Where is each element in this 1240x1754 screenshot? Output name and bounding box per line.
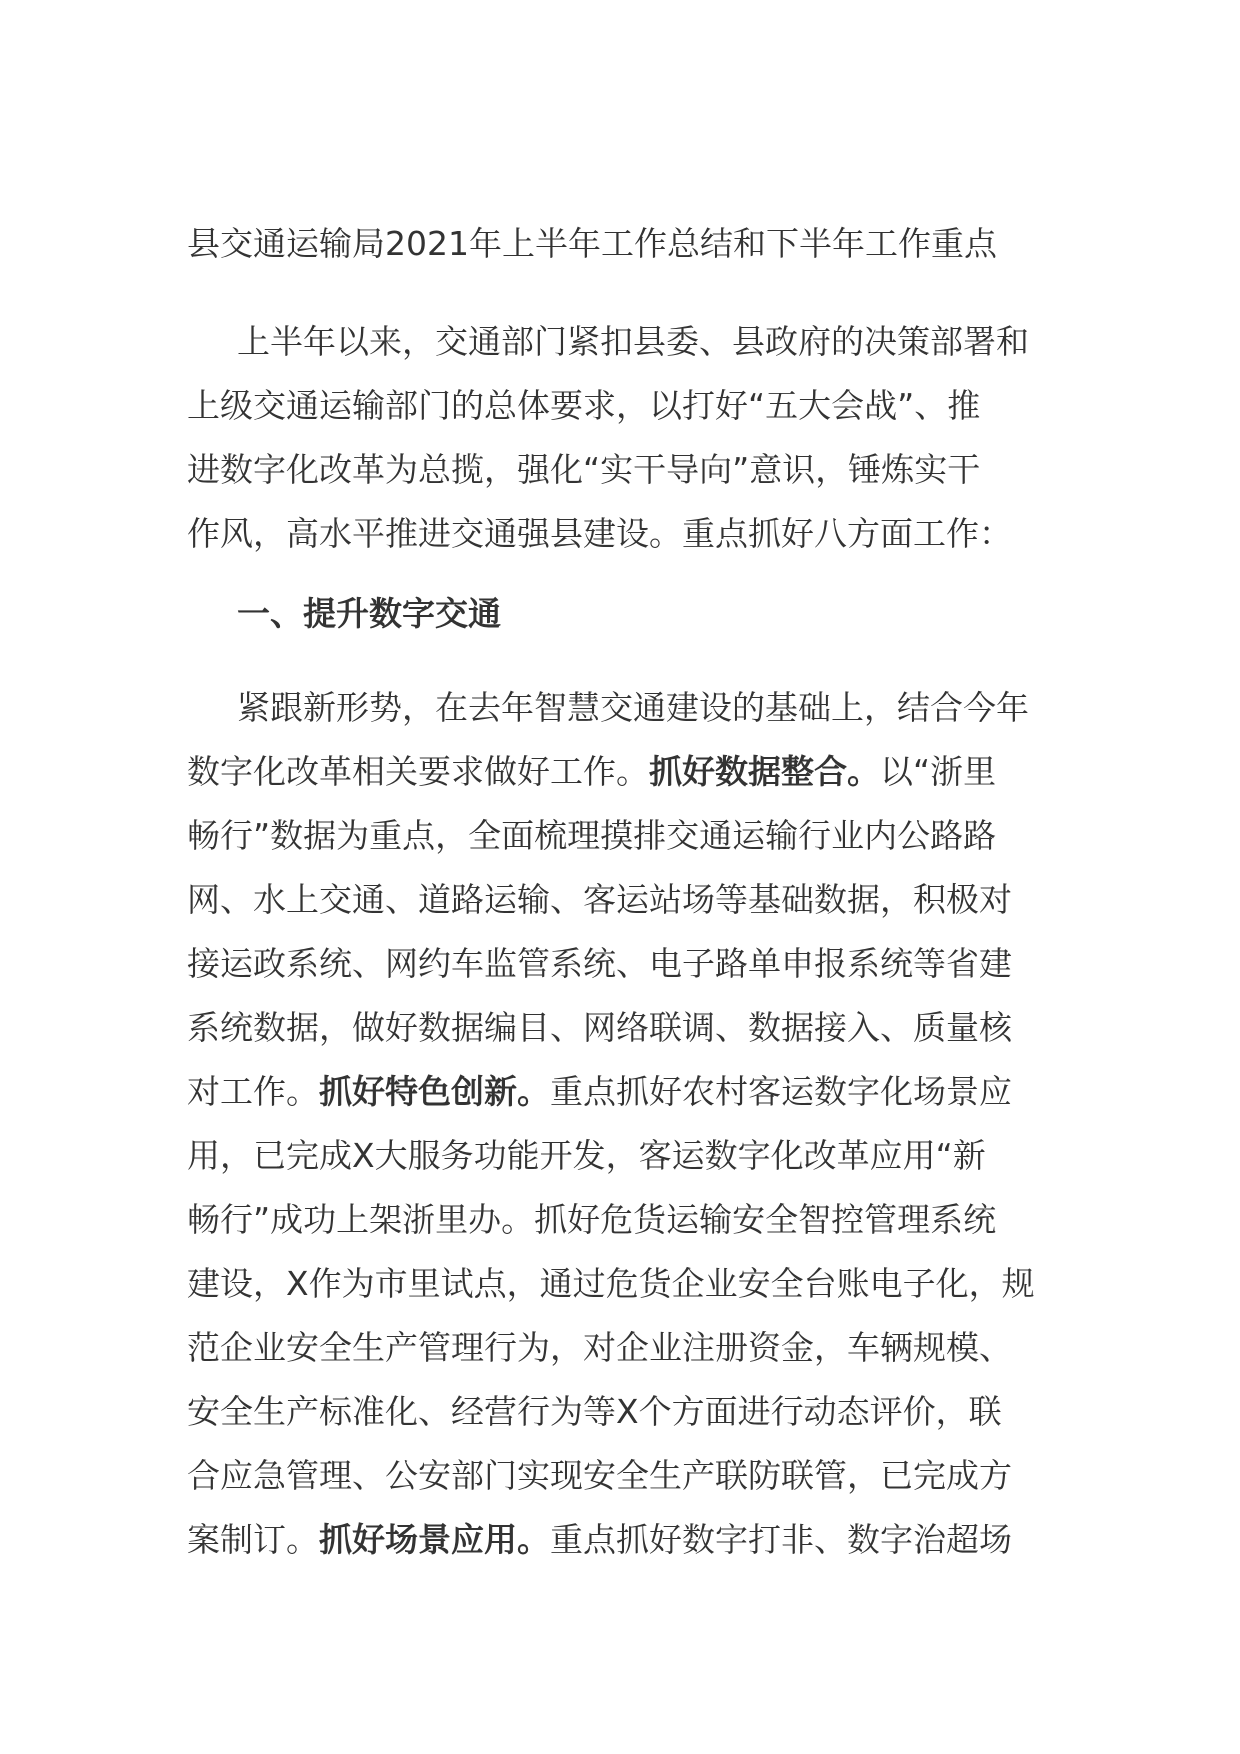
intro-line: 进数字化改革为总揽，强化“实干导向”意识，锤炼实干 <box>187 450 981 489</box>
document-title: 县交通运输局2021年上半年工作总结和下半年工作重点 <box>187 224 997 263</box>
paragraph-text: 重点抓好农村客运数字化场景应 <box>550 1072 1012 1111</box>
bold-subheading: 抓好数据整合。 <box>649 752 880 791</box>
section-paragraph <box>187 676 1057 1572</box>
paragraph-line: 紧跟新形势，在去年智慧交通建设的基础上，结合今年 <box>237 688 1029 727</box>
paragraph-line: 建设，X作为市里试点，通过危货企业安全台账电子化，规 <box>187 1264 1035 1303</box>
bold-subheading: 抓好特色创新。 <box>319 1072 550 1111</box>
paragraph-line: 系统数据，做好数据编目、网络联调、数据接入、质量核 <box>187 1008 1012 1047</box>
paragraph-text: 对工作。 <box>187 1072 319 1111</box>
paragraph-line <box>187 1508 1057 1572</box>
paragraph-line: 畅行”成功上架浙里办。抓好危货运输安全智控管理系统 <box>187 1200 997 1239</box>
paragraph-line: 安全生产标准化、经营行为等X个方面进行动态评价，联 <box>187 1392 1002 1431</box>
paragraph-line: 合应急管理、公安部门实现安全生产联防联管，已完成方 <box>187 1456 1012 1495</box>
paragraph-text: 案制订。 <box>187 1520 319 1559</box>
intro-paragraph <box>187 310 1057 566</box>
paragraph-line <box>187 1060 1057 1124</box>
paragraph-text: 重点抓好数字打非、数字治超场 <box>550 1520 1012 1559</box>
paragraph-line: 范企业安全生产管理行为，对企业注册资金，车辆规模、 <box>187 1328 1012 1367</box>
paragraph-text: 以“浙里 <box>880 752 997 791</box>
paragraph-line: 接运政系统、网约车监管系统、电子路单申报系统等省建 <box>187 944 1012 983</box>
intro-line: 上级交通运输部门的总体要求，以打好“五大会战”、推 <box>187 386 981 425</box>
paragraph-text: 数字化改革相关要求做好工作。 <box>187 752 649 791</box>
intro-line: 作风，高水平推进交通强县建设。重点抓好八方面工作： <box>187 514 1012 553</box>
section-heading: 一、提升数字交通 <box>237 594 501 633</box>
paragraph-line: 网、水上交通、道路运输、客运站场等基础数据，积极对 <box>187 880 1012 919</box>
intro-line: 上半年以来，交通部门紧扣县委、县政府的决策部署和 <box>237 322 1029 361</box>
paragraph-line: 畅行”数据为重点，全面梳理摸排交通运输行业内公路路 <box>187 816 997 855</box>
bold-subheading: 抓好场景应用。 <box>319 1520 550 1559</box>
paragraph-line <box>187 740 1057 804</box>
paragraph-line: 用，已完成X大服务功能开发，客运数字化改革应用“新 <box>187 1136 986 1175</box>
